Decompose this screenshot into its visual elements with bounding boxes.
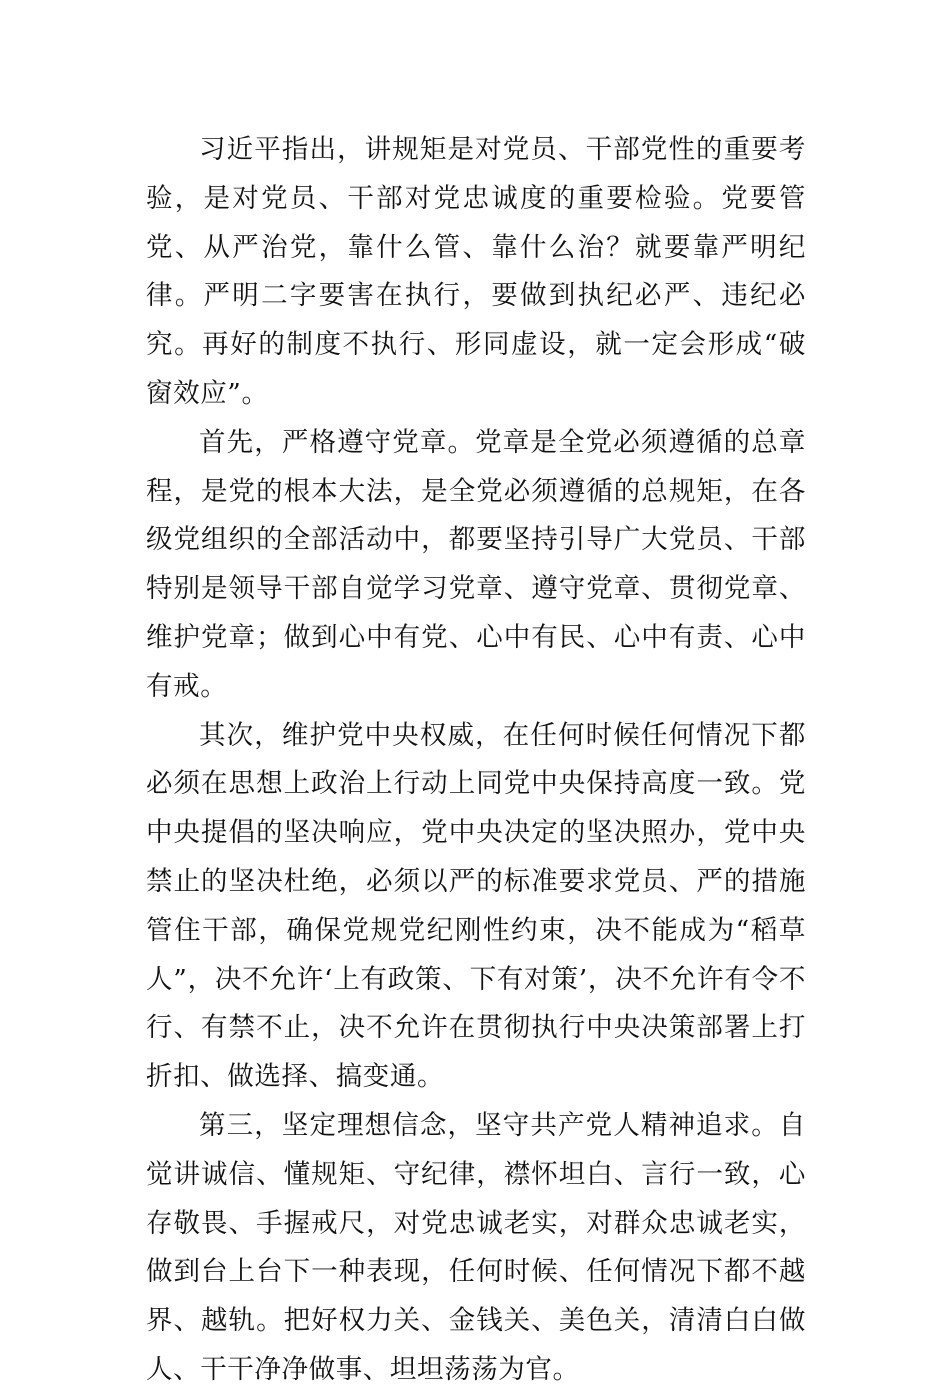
document-body bbox=[146, 126, 806, 1395]
paragraph-2: 首先，严格遵守党章。党章是全党必须遵循的总章程，是党的根本大法，是全党必须遵循的总规矩，在各级党组织的全部活动中，都要坚持引导广大党员、干部特别是领导干部自觉学习党章、遵守党章、贯彻党章、维护党章；做到心中有党、心中有民、心中有责、心中有戒。 bbox=[146, 426, 806, 702]
paragraph-4: 第三，坚定理想信念，坚守共产党人精神追求。自觉讲诚信、懂规矩、守纪律，襟怀坦白、言行一致，心存敬畏、手握戒尺，对党忠诚老实，对群众忠诚老实，做到台上台下一种表现，任何时候、任何情况下都不越界、越轨。把好权力关、金钱关、美色关，清清白白做人、干干净净做事、坦坦荡荡为官。 bbox=[146, 1109, 806, 1385]
paragraph-3: 其次，维护党中央权威，在任何时候任何情况下都必须在思想上政治上行动上同党中央保持高度一致。党中央提倡的坚决响应，党中央决定的坚决照办，党中央禁止的坚决杜绝，必须以严的标准要求党员、严的措施管住干部，确保党规党纪刚性约束，决不能成为“稻草人”，决不允许‘上有政策、下有对策’，决不允许有令不行、有禁不止，决不允许在贯彻执行中央决策部署上打折扣、做选择、搞变通。 bbox=[146, 719, 806, 1093]
paragraph-1: 习近平指出，讲规矩是对党员、干部党性的重要考验，是对党员、干部对党忠诚度的重要检验。党要管党、从严治党，靠什么管、靠什么治？就要靠严明纪律。严明二字要害在执行，要做到执纪必严、违纪必究。再好的制度不执行、形同虚设，就一定会形成“破窗效应”。 bbox=[146, 134, 806, 409]
